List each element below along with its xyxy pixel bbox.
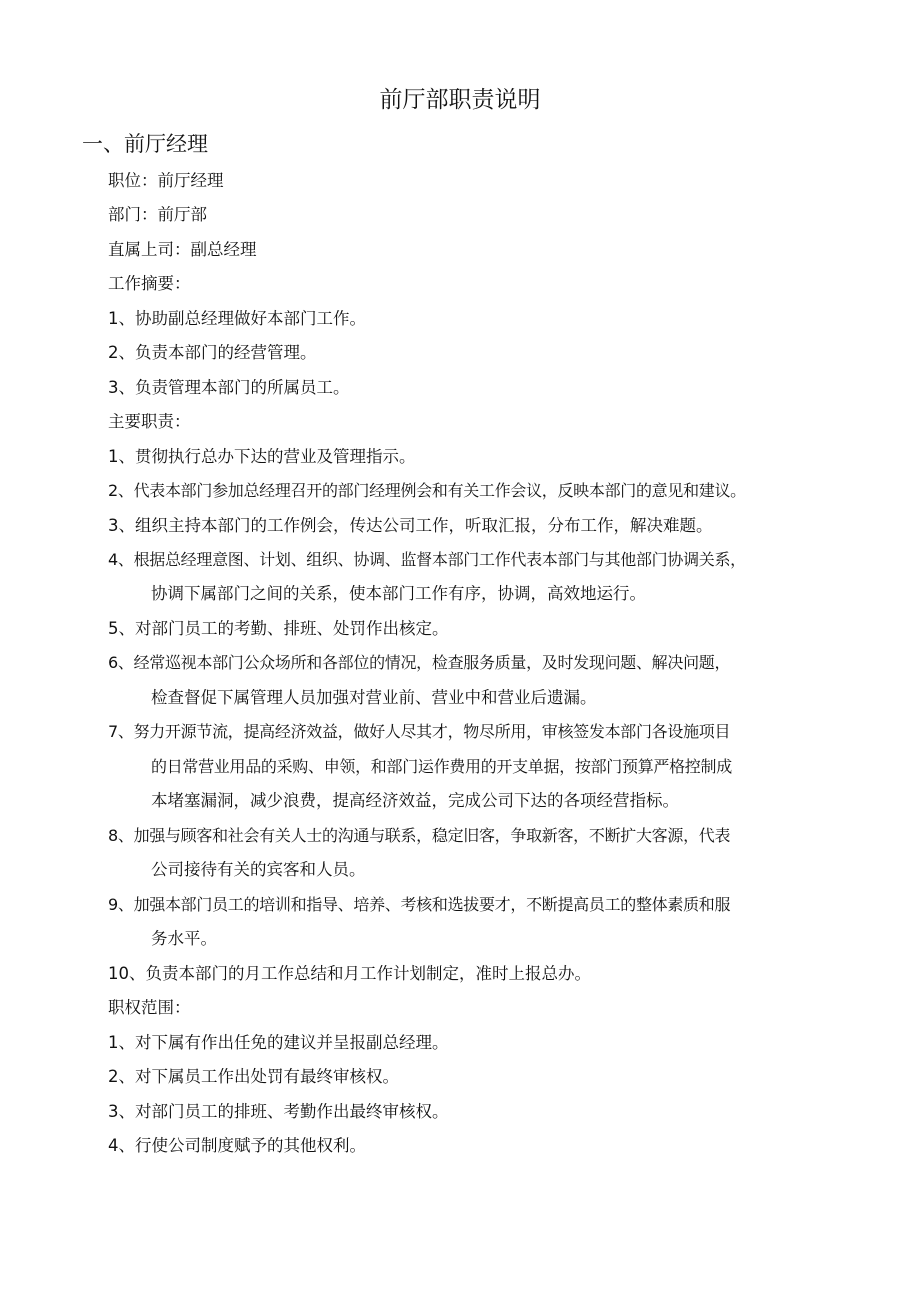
document-title: 前厅部职责说明 <box>379 87 541 113</box>
position-line: 职位：前厅经理 <box>108 171 224 190</box>
duty-item: 5、对部门员工的考勤、排班、处罚作出核定。 <box>108 619 449 638</box>
duty-item-continuation: 检查督促下属管理人员加强对营业前、营业中和营业后遗漏。 <box>151 688 597 707</box>
duty-item: 8、加强与顾客和社会有关人士的沟通与联系，稳定旧客，争取新客，不断扩大客源，代表 <box>108 826 731 845</box>
duty-item: 10、负责本部门的月工作总结和月工作计划制定，准时上报总办。 <box>108 964 591 983</box>
duty-item: 4、根据总经理意图、计划、组织、协调、监督本部门工作代表本部门与其他部门协调关系， <box>108 550 746 569</box>
summary-item: 3、负责管理本部门的所属员工。 <box>108 378 350 397</box>
duty-item-continuation: 务水平。 <box>151 929 217 948</box>
department-line: 部门：前厅部 <box>108 205 207 224</box>
authority-item: 3、对部门员工的排班、考勤作出最终审核权。 <box>108 1102 449 1121</box>
duty-item: 2、代表本部门参加总经理召开的部门经理例会和有关工作会议，反映本部门的意见和建议。 <box>108 481 746 500</box>
duty-item-continuation: 协调下属部门之间的关系，使本部门工作有序，协调，高效地运行。 <box>151 584 646 603</box>
section-heading-front-office-manager: 一、前厅经理 <box>82 132 208 156</box>
authority-item: 1、对下属有作出任免的建议并呈报副总经理。 <box>108 1033 449 1052</box>
summary-item: 2、负责本部门的经营管理。 <box>108 343 317 362</box>
supervisor-line: 直属上司：副总经理 <box>108 240 257 259</box>
duties-label: 主要职责： <box>108 412 191 431</box>
duty-item-continuation: 公司接待有关的宾客和人员。 <box>151 860 366 879</box>
authority-label: 职权范围： <box>108 998 191 1017</box>
duty-item: 3、组织主持本部门的工作例会，传达公司工作，听取汇报，分布工作，解决难题。 <box>108 516 713 535</box>
authority-item: 4、行使公司制度赋予的其他权利。 <box>108 1136 366 1155</box>
duty-item: 9、加强本部门员工的培训和指导、培养、考核和选拔要才，不断提高员工的整体素质和服 <box>108 895 731 914</box>
duty-item: 7、努力开源节流，提高经济效益，做好人尽其才，物尽所用，审核签发本部门各设施项目 <box>108 722 731 741</box>
authority-item: 2、对下属员工作出处罚有最终审核权。 <box>108 1067 399 1086</box>
summary-item: 1、协助副总经理做好本部门工作。 <box>108 309 366 328</box>
summary-label: 工作摘要： <box>108 274 191 293</box>
duty-item: 1、贯彻执行总办下达的营业及管理指示。 <box>108 447 416 466</box>
duty-item: 6、经常巡视本部门公众场所和各部位的情况，检查服务质量，及时发现问题、解决问题， <box>108 653 731 672</box>
duty-item-continuation: 本堵塞漏洞，减少浪费，提高经济效益，完成公司下达的各项经营指标。 <box>151 791 679 810</box>
duty-item-continuation: 的日常营业用品的采购、申领，和部门运作费用的开支单据，按部门预算严格控制成 <box>151 757 732 776</box>
